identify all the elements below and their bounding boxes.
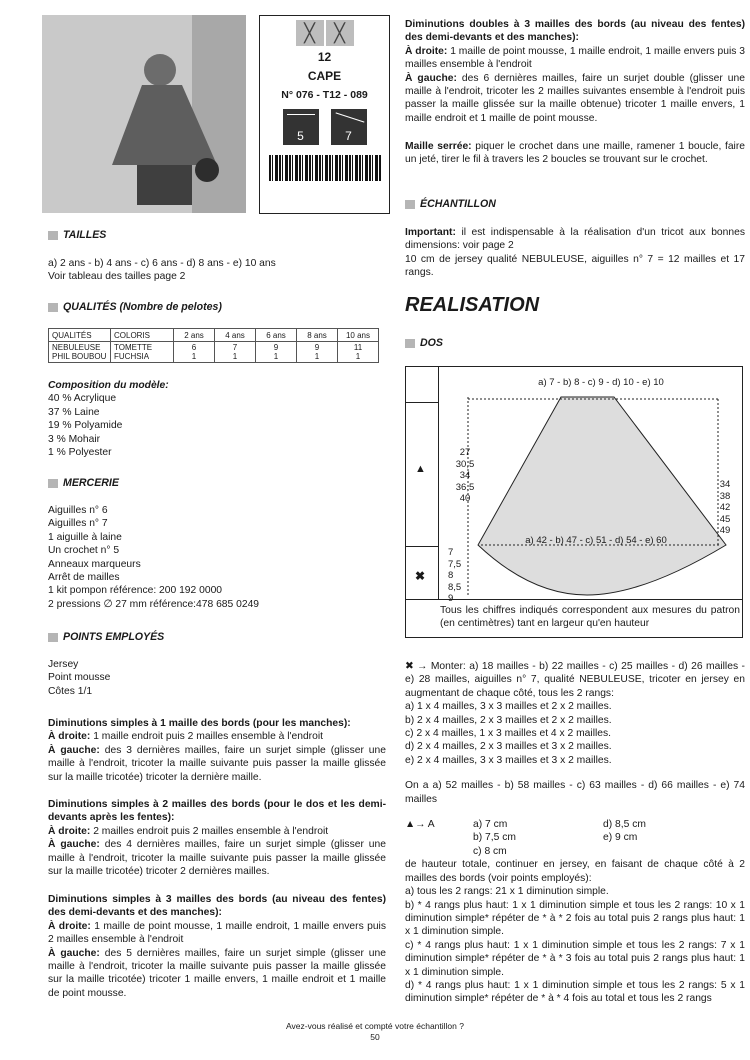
dimd-block: Diminutions doubles à 3 mailles des bords (au niveau des fentes) des demi-devants et des manches): À droite: 1 maille de point mousse, 1 maille endroit, 1 maille envers puis 3 mailles ensemble à l'endroit À gauche: des 6 dernières mailles, faire un surjet double (glisser une maille à l'endroit, tricoter les 2 mailles suivantes ensemble à l'endroit puis passer la maille glissée sur la maille obtenue) tricoter 1 maille envers, 1 maille endroit et 1 maille de point mousse.: [405, 19, 745, 124]
dim2-block: Diminutions simples à 2 mailles des bords (pour le dos et les demi-devants après les fentes): À droite: 2 mailles endroit puis 2 mailles ensemble à l'endroit À gauche: des 4 dernières mailles, faire un surjet simple (glisser une maille à l'endroit, tricoter la maille suivante puis passer la maille glissée sur la maille tricotée) tricoter 2 dernières mailles.: [48, 799, 386, 878]
needles-icon: ╳ ╳: [295, 20, 355, 46]
cm-values: ▲→ A a) 7 cm b) 7,5 cm c) 8 cm d) 8,5 cm e) 9 cm: [405, 819, 646, 857]
echantillon-heading: ÉCHANTILLON: [405, 198, 496, 210]
lower-height-labels: 7 7,5 8 8,5 9: [448, 547, 462, 604]
diagram-caption: Tous les chiffres indiqués correspondent aux mesures du patron (en centimètres) tant en largeur qu'en hauteur: [440, 605, 740, 629]
dim3-block: Diminutions simples à 3 mailles des bords (au niveau des fentes) des demi-devants et des manches): À droite: 1 maille de point mousse, 1 maille endroit, 1 maille envers puis 2 mailles ensemble à l'endroit À gauche: des 5 dernières mailles, faire un surjet simple (glisser une maille à l'endroit, tricoter la maille suivante puis passer la maille glissée sur la maille tricotée) tricoter 1 maille envers, 1 maille endroit et 1 maille de point mousse.: [48, 894, 386, 999]
pattern-card: [259, 15, 390, 214]
instructions-block: ✖ → Monter: a) 18 mailles - b) 22 mailles - c) 25 mailles - d) 26 mailles - e) 28 mailles, aiguilles n° 7, qualité NEBULEUSE, tricoter en jersey en augmentant de chaque côté, tous les 2 rangs: a) 1 x 4 mailles, 3 x 3 mailles et 2 x 2 mailles. b) 2 x 4 mailles, 2 x 3 mailles et 2 x 2 mailles. c) 2 x 4 mailles, 1 x 3 mailles et 4 x 2 mailles. d) 2 x 4 mailles, 2 x 3 mailles et 3 x 2 mailles. e) 2 x 4 mailles, 3 x 3 mailles et 3 x 2 mailles. On a a) 52 mailles - b) 58 mailles - c) 63 mailles - d) 66 mailles - e) 74 mailles ▲→ A a) 7 cm b) 7,5 cm c) 8 cm d) 8,5 cm e) 9 cm de hauteur totale, continuer en jersey, en faisant de chaque côté à 2 mailles des bords (voir points employés): a) tous les 2 rangs: 21 x 1 diminution simple. b) * 4 rangs plus haut: 1 x 1 diminution simple et tous les 2 rangs: 10 x 1 diminution simple* répéter de * à * 2 fois au total puis 2 rangs plus haut: 1 x 1 diminution simple. c) * 4 rangs plus haut: 1 x 1 diminution simple et tous les 2 rangs: 7 x 1 diminution simple* répéter de * à * 3 fois au total puis 2 rangs plus haut: 1 x 1 diminution simple. d) * 4 rangs plus haut: 1 x 1 diminution simple et tous les 2 rangs: 5 x 1 diminution simple* répéter de * à * 4 fois au total et tous les 2 rangs: [405, 661, 745, 1005]
left-height-labels: 27 30,5 34 36,5 40: [455, 447, 475, 504]
card-reference: N° 076 - T12 - 089: [281, 89, 368, 101]
triangle-marker-icon: ▲: [415, 463, 426, 475]
footer: [0, 1021, 750, 1043]
cross-marker-icon: ✖: [415, 569, 426, 583]
right-height-labels: 34 38 42 45 49: [719, 479, 731, 536]
footer-question: Avez-vous réalisé et compté votre échantillon ?: [286, 1021, 464, 1031]
points-heading: POINTS EMPLOYÉS: [48, 631, 164, 643]
maille-serree: Maille serrée: piquer le crochet dans une maille, ramener 1 boucle, faire un jeté, tirer le fil à travers les 2 boucles se trouvant sur le crochet.: [405, 141, 745, 166]
mercerie-heading: MERCERIE: [48, 477, 119, 489]
dos-schematic: [405, 366, 743, 638]
card-number: 12: [317, 50, 332, 64]
monter-text: ✖ → Monter: a) 18 mailles - b) 22 mailles - c) 25 mailles - d) 26 mailles - e) 28 mailles, aiguilles n° 7, qualité NEBULEUSE, tricoter en jersey en augmentant de chaque côté, tous les 2 rangs:: [405, 661, 745, 699]
echantillon-text: Important: il est indispensable à la réalisation d'un tricot aux bonnes dimensions: voir page 2 10 cm de jersey qualité NEBULEUSE, aiguilles n° 7 = 12 mailles et 17 rangs.: [405, 227, 745, 279]
needle-size-2: 7: [331, 109, 367, 145]
top-width-label: a) 7 - b) 8 - c) 9 - d) 10 - e) 10: [538, 377, 664, 388]
tailles-heading: TAILLES: [48, 229, 106, 241]
qualites-heading: QUALITÉS (Nombre de pelotes): [48, 301, 222, 313]
mid-width-label: a) 42 - b) 47 - c) 51 - d) 54 - e) 60: [525, 535, 667, 546]
qualities-table: QUALITÉS COLORIS 2 ans 4 ans 6 ans 8 ans 10 ans NEBULEUSE PHIL BOUBOU TOMETTE FUCHSIA 6 1 7 1 9 1 9 1 11 1: [48, 328, 379, 363]
on-a-text: On a a) 52 mailles - b) 58 mailles - c) 63 mailles - d) 66 mailles - e) 74 mailles: [405, 780, 745, 805]
needle-size-1: 5: [283, 109, 319, 145]
page-number: 50: [370, 1032, 380, 1042]
model-photo: [42, 15, 246, 213]
sizes-list: a) 2 ans - b) 4 ans - c) 6 ans - d) 8 ans - e) 10 ans: [48, 258, 276, 269]
card-title: CAPE: [307, 69, 342, 83]
dos-heading: DOS: [405, 337, 443, 349]
composition: Composition du modèle: 40 % Acrylique 37 % Laine 19 % Polyamide 3 % Mohair 1 % Polyester: [48, 380, 169, 459]
sizes-note: Voir tableau des tailles page 2: [48, 271, 186, 283]
dim1-block: Diminutions simples à 1 maille des bords (pour les manches): À droite: 1 maille endroit puis 2 mailles ensemble à l'endroit À gauche: des 3 dernières mailles, faire un surjet simple (glisser une maille à l'endroit, tricoter la maille suivante puis passer la maille glissée sur la maille tricotée) tricoter la dernière maille.: [48, 718, 386, 783]
barcode: [269, 155, 381, 181]
mercerie-list: Aiguilles n° 6 Aiguilles n° 7 1 aiguille à laine Un crochet n° 5 Anneaux marqueurs Arrêt de mailles 1 kit pompon référence: 200 192 0000 2 pressions ∅ 27 mm référence:478 685 0249: [48, 505, 260, 610]
child-in-cape-illustration: [42, 15, 246, 213]
points-list: Jersey Point mousse Côtes 1/1: [48, 659, 111, 697]
realisation-title: REALISATION: [405, 294, 540, 316]
